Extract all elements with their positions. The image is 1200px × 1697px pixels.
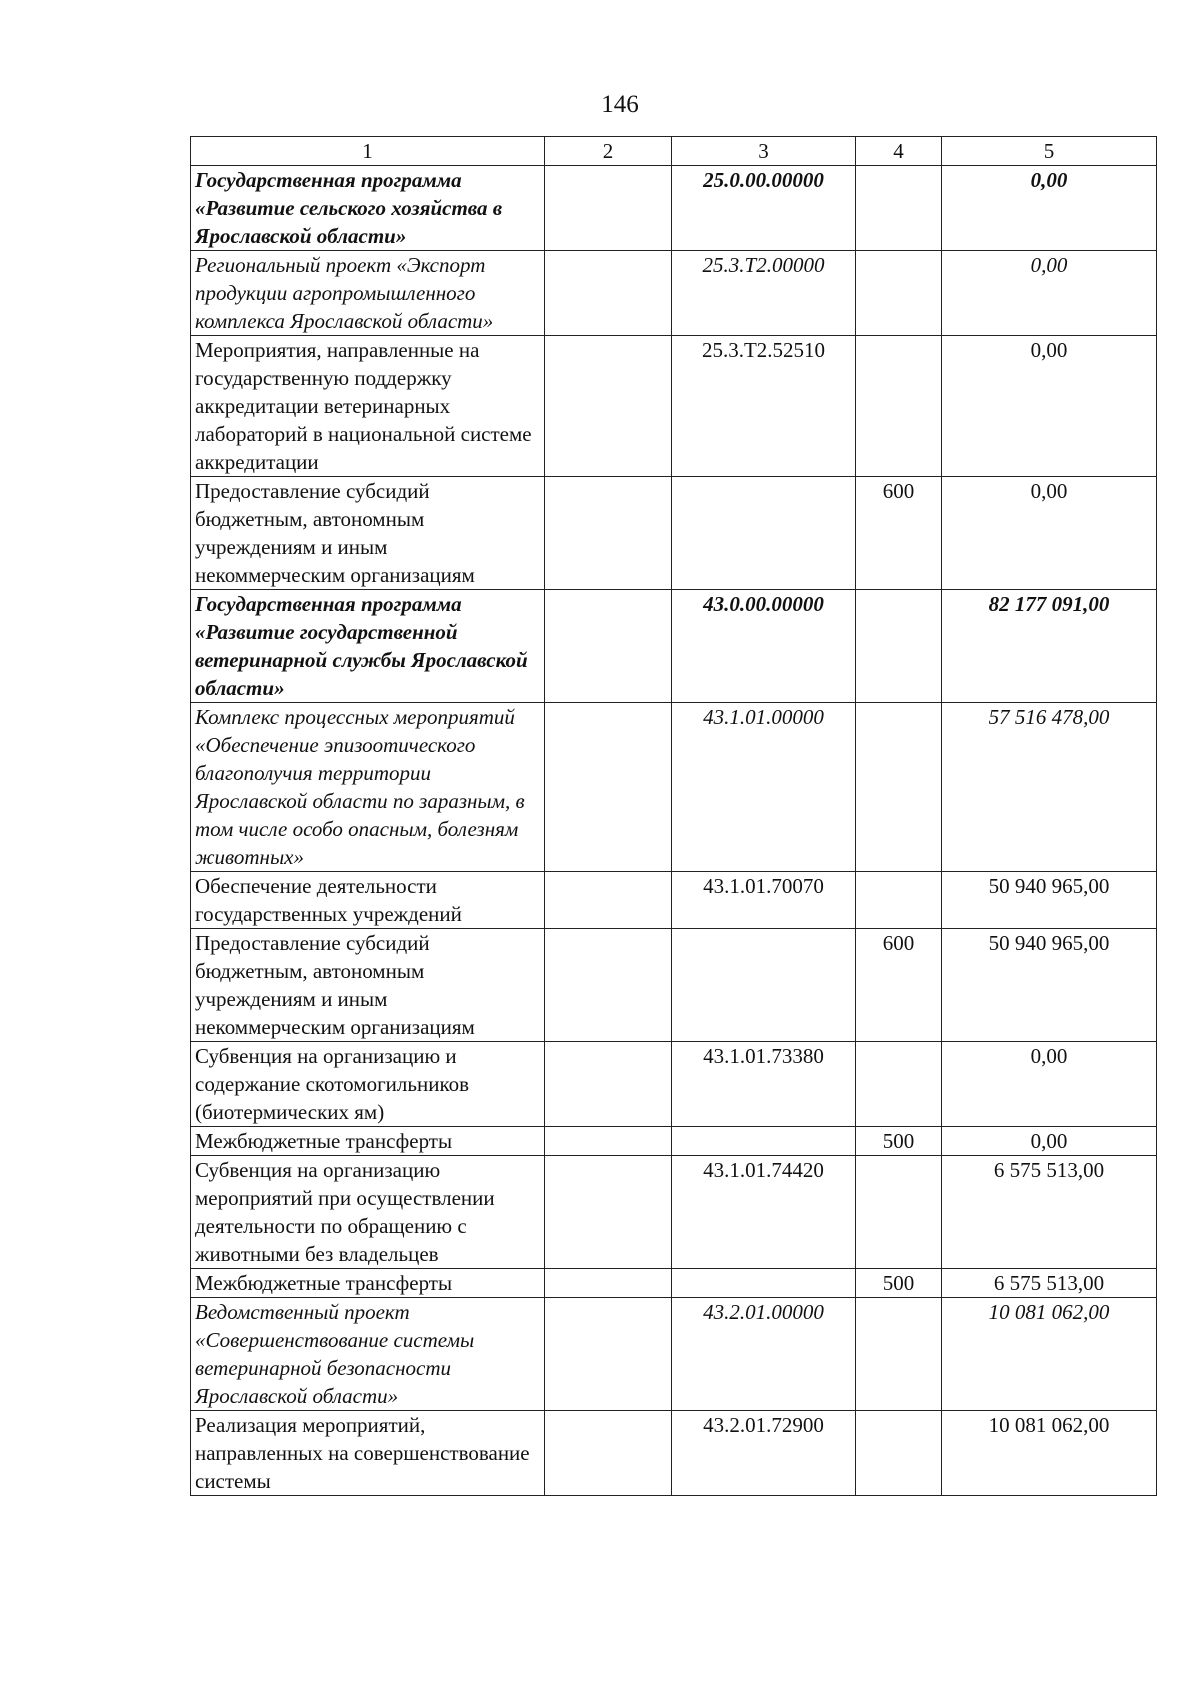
row-col2-cell bbox=[545, 590, 672, 703]
row-type-cell: 600 bbox=[856, 477, 942, 590]
table-row bbox=[191, 872, 1157, 929]
row-sum-cell: 0,00 bbox=[942, 1127, 1157, 1156]
row-code-cell: 43.2.01.72900 bbox=[672, 1411, 856, 1496]
row-col2-cell bbox=[545, 872, 672, 929]
table-row bbox=[191, 336, 1157, 477]
row-sum-cell: 6 575 513,00 bbox=[942, 1156, 1157, 1269]
row-name-cell: Межбюджетные трансферты bbox=[191, 1269, 545, 1298]
row-col2-cell bbox=[545, 166, 672, 251]
row-type-cell: 600 bbox=[856, 929, 942, 1042]
row-type-cell bbox=[856, 1042, 942, 1127]
row-code-cell: 25.3.Т2.00000 bbox=[672, 251, 856, 336]
table-row bbox=[191, 1269, 1157, 1298]
row-type-cell bbox=[856, 1298, 942, 1411]
row-name-cell: Субвенция на организацию и содержание скотомогильников (биотермических ям) bbox=[191, 1042, 545, 1127]
page-number: 146 bbox=[601, 91, 639, 118]
table-row bbox=[191, 1411, 1157, 1496]
row-type-cell bbox=[856, 166, 942, 251]
row-code-cell bbox=[672, 477, 856, 590]
budget-table bbox=[190, 136, 1157, 1496]
row-name-cell: Обеспечение деятельности государственных учреждений bbox=[191, 872, 545, 929]
row-type-cell bbox=[856, 1156, 942, 1269]
table-row bbox=[191, 477, 1157, 590]
row-sum-cell: 0,00 bbox=[942, 336, 1157, 477]
row-sum-cell: 0,00 bbox=[942, 1042, 1157, 1127]
row-sum-cell: 50 940 965,00 bbox=[942, 929, 1157, 1042]
row-col2-cell bbox=[545, 251, 672, 336]
column-header-1: 1 bbox=[191, 137, 545, 166]
table-row bbox=[191, 929, 1157, 1042]
row-code-cell: 43.1.01.73380 bbox=[672, 1042, 856, 1127]
row-type-cell bbox=[856, 703, 942, 872]
table-header-row bbox=[191, 137, 1157, 166]
row-type-cell bbox=[856, 590, 942, 703]
row-name-cell: Субвенция на организацию мероприятий при осуществлении деятельности по обращению с животными без владельцев bbox=[191, 1156, 545, 1269]
row-sum-cell: 0,00 bbox=[942, 251, 1157, 336]
row-sum-cell: 82 177 091,00 bbox=[942, 590, 1157, 703]
row-name-cell: Региональный проект «Экспорт продукции агропромышленного комплекса Ярославской области» bbox=[191, 251, 545, 336]
row-code-cell bbox=[672, 929, 856, 1042]
row-col2-cell bbox=[545, 1269, 672, 1298]
row-code-cell bbox=[672, 1127, 856, 1156]
row-name-cell: Мероприятия, направленные на государственную поддержку аккредитации ветеринарных лабораторий в национальной системе аккредитации bbox=[191, 336, 545, 477]
table-row bbox=[191, 1298, 1157, 1411]
row-type-cell bbox=[856, 336, 942, 477]
table-row bbox=[191, 1156, 1157, 1269]
column-header-2: 2 bbox=[545, 137, 672, 166]
row-sum-cell: 0,00 bbox=[942, 166, 1157, 251]
row-name-cell: Ведомственный проект «Совершенствование системы ветеринарной безопасности Ярославской области» bbox=[191, 1298, 545, 1411]
row-col2-cell bbox=[545, 1042, 672, 1127]
table-row bbox=[191, 1042, 1157, 1127]
row-col2-cell bbox=[545, 477, 672, 590]
row-code-cell: 43.1.01.70070 bbox=[672, 872, 856, 929]
row-type-cell bbox=[856, 872, 942, 929]
row-col2-cell bbox=[545, 1411, 672, 1496]
table-row bbox=[191, 1127, 1157, 1156]
table-row bbox=[191, 166, 1157, 251]
row-sum-cell: 57 516 478,00 bbox=[942, 703, 1157, 872]
row-code-cell: 43.2.01.00000 bbox=[672, 1298, 856, 1411]
row-name-cell: Государственная программа «Развитие сельского хозяйства в Ярославской области» bbox=[191, 166, 545, 251]
row-name-cell: Межбюджетные трансферты bbox=[191, 1127, 545, 1156]
row-code-cell bbox=[672, 1269, 856, 1298]
row-code-cell: 25.0.00.00000 bbox=[672, 166, 856, 251]
row-type-cell bbox=[856, 1411, 942, 1496]
row-sum-cell: 0,00 bbox=[942, 477, 1157, 590]
row-code-cell: 25.3.Т2.52510 bbox=[672, 336, 856, 477]
row-sum-cell: 50 940 965,00 bbox=[942, 872, 1157, 929]
row-col2-cell bbox=[545, 336, 672, 477]
row-name-cell: Реализация мероприятий, направленных на совершенствование системы bbox=[191, 1411, 545, 1496]
row-col2-cell bbox=[545, 1127, 672, 1156]
row-code-cell: 43.1.01.74420 bbox=[672, 1156, 856, 1269]
row-col2-cell bbox=[545, 929, 672, 1042]
row-col2-cell bbox=[545, 1298, 672, 1411]
row-code-cell: 43.0.00.00000 bbox=[672, 590, 856, 703]
row-type-cell: 500 bbox=[856, 1269, 942, 1298]
table-row bbox=[191, 703, 1157, 872]
row-code-cell: 43.1.01.00000 bbox=[672, 703, 856, 872]
row-sum-cell: 10 081 062,00 bbox=[942, 1411, 1157, 1496]
row-type-cell bbox=[856, 251, 942, 336]
row-sum-cell: 6 575 513,00 bbox=[942, 1269, 1157, 1298]
table-row bbox=[191, 590, 1157, 703]
column-header-4: 4 bbox=[856, 137, 942, 166]
column-header-5: 5 bbox=[942, 137, 1157, 166]
row-col2-cell bbox=[545, 703, 672, 872]
row-name-cell: Предоставление субсидий бюджетным, автономным учреждениям и иным некоммерческим организациям bbox=[191, 929, 545, 1042]
row-col2-cell bbox=[545, 1156, 672, 1269]
column-header-3: 3 bbox=[672, 137, 856, 166]
table-row bbox=[191, 251, 1157, 336]
row-type-cell: 500 bbox=[856, 1127, 942, 1156]
row-name-cell: Комплекс процессных мероприятий «Обеспечение эпизоотического благополучия территории Ярославской области по заразным, в том числе особо опасным, болезням животных» bbox=[191, 703, 545, 872]
row-sum-cell: 10 081 062,00 bbox=[942, 1298, 1157, 1411]
row-name-cell: Государственная программа «Развитие государственной ветеринарной службы Ярославской области» bbox=[191, 590, 545, 703]
row-name-cell: Предоставление субсидий бюджетным, автономным учреждениям и иным некоммерческим организациям bbox=[191, 477, 545, 590]
